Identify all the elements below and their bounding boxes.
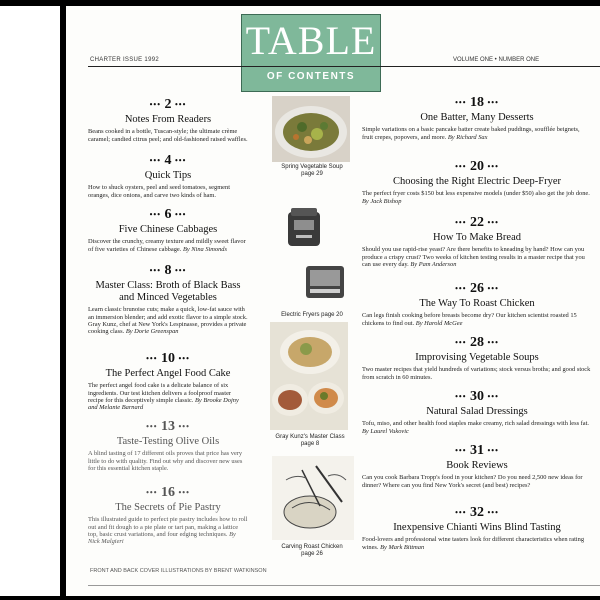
toc-entry[interactable] <box>88 208 248 253</box>
entry-description: Can you cook Barbara Tropp's food in your kitchen? Do you need 2,500 new ideas for dinner? Where can you find New York's secret (and best) recipes? <box>362 474 583 489</box>
bottom-edge <box>0 596 600 600</box>
entry-description: The perfect angel food cake is a delicate balance of six ingredients. Our test kitchen delivers a foolproof master recipe for this deceptively simple classic. By Brooke Dojny and Melanie Barnard <box>88 382 239 412</box>
entry-description: Food-lovers and professional wine tasters look for different characteristics when rating wines. By Mark Bittman <box>362 536 585 551</box>
soup-photo <box>272 96 350 162</box>
toc-entry[interactable] <box>362 96 592 141</box>
dish-photo <box>270 322 348 430</box>
masthead-title: TABLE <box>245 18 377 63</box>
toc-entry[interactable] <box>362 282 592 327</box>
entry-title: Book Reviews <box>446 460 508 472</box>
entry-description: The perfect fryer costs $150 but less expensive models (under $50) also get the job done. By Jack Bishop <box>362 190 590 205</box>
page-number: ••• 8 ••• <box>149 263 187 279</box>
toc-entry[interactable] <box>362 216 592 268</box>
entry-description: Simple variations on a basic pancake batter create baked puddings, soufflée beignets, fruit crepes, popovers, and more. By Richard Sax <box>362 126 580 141</box>
masthead <box>241 14 381 92</box>
toc-entry[interactable] <box>362 506 592 551</box>
page-number: ••• 18 ••• <box>455 95 499 111</box>
entry-title: Five Chinese Cabbages <box>118 224 218 236</box>
entry-title: Choosing the Right Electric Deep-Fryer <box>393 176 561 188</box>
footer-rule <box>88 585 600 586</box>
illustration-credit: FRONT AND BACK COVER ILLUSTRATIONS BY BRENT WATKINSON <box>90 568 267 574</box>
caption: Gray Kunz's Master Class page 8 <box>275 434 345 447</box>
page-number: ••• 28 ••• <box>455 335 499 351</box>
entry-description: How to shuck oysters, peel and seed tomatoes, segment oranges, dice onions, and carve two kinds of ham. <box>88 184 230 199</box>
entry-description: Discover the crunchy, creamy texture and mildly sweet flavor of five varieties of Chinese cabbage. By Nina Simonds <box>88 238 246 253</box>
volume-label: VOLUME ONE • NUMBER ONE <box>453 57 540 63</box>
toc-entry[interactable] <box>362 336 592 381</box>
magazine-page <box>66 6 600 596</box>
toc-entry[interactable] <box>88 352 248 412</box>
entry-title: How To Make Bread <box>432 232 521 244</box>
entry-description: Tofu, miso, and other health food staples make creamy, rich salad dressings with less fat. By Laurel Vukovic <box>362 420 590 435</box>
page-number: ••• 30 ••• <box>455 389 499 405</box>
toc-entry[interactable] <box>88 98 248 143</box>
entry-description: Can legs finish cooking before breasts become dry? Our kitchen scientist roasted 15 chickens to find out. By Harold McGee <box>362 312 577 327</box>
fryer-photo <box>284 202 324 252</box>
entry-description: Beans cooked in a bottle, Tuscan-style; the ultimate crème caramel; candied citrus peel; and old-fashioned raised waffles. <box>88 128 248 143</box>
entry-title: Inexpensive Chianti Wins Blind Tasting <box>393 522 561 534</box>
page-number: ••• 16 ••• <box>146 485 190 501</box>
toc-entry[interactable] <box>362 444 592 489</box>
page-number: ••• 13 ••• <box>146 419 190 435</box>
entry-description: This illustrated guide to perfect pie pastry includes how to roll out and fit dough to a pie plate or tart pan, making a lattice top, basic crust variations, and four edging techniques. By Nick Malgieri <box>88 516 248 546</box>
entry-description: Should you use rapid-rise yeast? Are there benefits to kneading by hand? How can you produce a crispy crust? Two weeks of kitchen testing results in a master recipe that you can use every day. By Pam Anderson <box>362 246 585 269</box>
page-number: ••• 20 ••• <box>455 159 499 175</box>
issue-label: CHARTER ISSUE 1992 <box>90 57 159 63</box>
toc-entry[interactable] <box>88 154 248 199</box>
fryer-photo <box>302 258 348 304</box>
toc-entry[interactable] <box>88 420 248 472</box>
toc-entry[interactable] <box>362 390 592 435</box>
entry-title: The Perfect Angel Food Cake <box>105 368 231 380</box>
caption: Electric Fryers page 20 <box>281 312 343 318</box>
page-number: ••• 31 ••• <box>455 443 499 459</box>
toc-entry[interactable] <box>362 160 592 205</box>
carving-illustration <box>272 456 354 540</box>
page-number: ••• 26 ••• <box>455 281 499 297</box>
page-number: ••• 6 ••• <box>149 207 187 223</box>
toc-entry[interactable] <box>88 264 248 336</box>
toc-entry[interactable] <box>88 486 248 546</box>
entry-description: Two master recipes that yield hundreds of variations; stock versus broths; and good stock from scratch in 60 minutes. <box>362 366 591 381</box>
page-number: ••• 22 ••• <box>455 215 499 231</box>
entry-description: A blind tasting of 17 different oils proves that price has very little to do with quality. Find out why and discover new uses for this essential kitchen staple. <box>88 450 243 473</box>
page-number: ••• 2 ••• <box>149 97 187 113</box>
entry-description: Learn classic brunoise cuts; make a quick, low-fat sauce with an immersion blender; and add exotic flavor to a simple stock. Gray Kunz, chef at New York's Lespinasse, provides a private cooking class. By Dorie Greenspan <box>88 306 248 336</box>
entry-title: Master Class: Broth of Black Bass and Minced Vegetables <box>95 280 241 304</box>
entry-title: Improvising Vegetable Soups <box>415 352 539 364</box>
header-rule <box>88 66 600 67</box>
masthead-subtitle: OF CONTENTS <box>266 71 356 82</box>
caption: Carving Roast Chicken page 26 <box>281 544 343 557</box>
caption: Spring Vegetable Soup page 29 <box>281 164 343 177</box>
entry-title: The Secrets of Pie Pastry <box>115 502 221 514</box>
entry-title: One Batter, Many Desserts <box>420 112 534 124</box>
entry-title: Taste-Testing Olive Oils <box>116 436 220 448</box>
page-number: ••• 4 ••• <box>149 153 187 169</box>
entry-title: The Way To Roast Chicken <box>419 298 535 310</box>
entry-title: Natural Salad Dressings <box>426 406 528 418</box>
page-number: ••• 32 ••• <box>455 505 499 521</box>
entry-title: Notes From Readers <box>124 114 212 126</box>
page-number: ••• 10 ••• <box>146 351 190 367</box>
entry-title: Quick Tips <box>144 170 192 182</box>
